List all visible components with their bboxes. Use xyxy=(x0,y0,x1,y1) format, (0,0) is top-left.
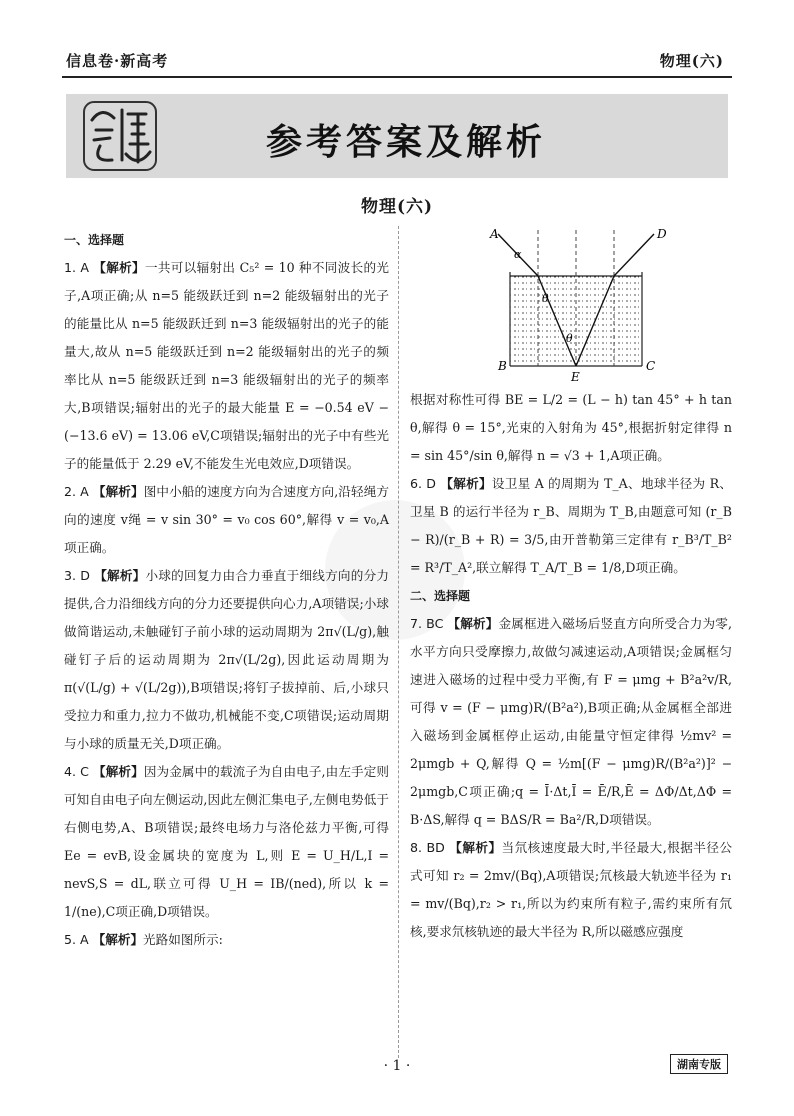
page-number: · 1 · xyxy=(383,1058,411,1074)
question-text: 当氘核速度最大时,半径最大,根据半径公式可知 r₂ = 2mv/(Bq),A项错误;氘核最大轨迹半径为 r₁ = mv/(Bq),r₂ > r₁,所以为约束所有粒子,需约束所有氘核,要求氘核轨迹的最大半径为 R,所以磁感应强度 xyxy=(410,840,732,939)
question-8 xyxy=(410,834,732,946)
question-number: 2. A xyxy=(64,484,89,499)
section-heading-1: 一、选择题 xyxy=(64,233,125,247)
analysis-tag: 【解析】 xyxy=(93,764,144,779)
label-B: B xyxy=(498,359,507,373)
question-text: 设卫星 A 的周期为 T_A、地球半径为 R、卫星 B 的运行半径为 r_B、周期为 T_B,由题意可知 (r_B − R)/(r_B + R) = 3/5,由开普勒第三定律有 r_B³/T_B² = R³/T_A²,联立解得 T_A/T_B = 1/8,D项正确。 xyxy=(410,476,733,575)
column-divider xyxy=(398,226,399,1058)
question-text: 图中小船的速度方向为合速度方向,沿轻绳方向的速度 v绳 = v sin 30° = v₀ cos 60°,解得 v = v₀,A项正确。 xyxy=(64,484,390,555)
header-right-title: 物理(六) xyxy=(659,52,724,70)
question-5-continued: 根据对称性可得 BE = L/2 = (L − h) tan 45° + h tan θ,解得 θ = 15°,光束的入射角为 45°,根据折射定律得 n = sin 45°/sin θ,解得 n = √3 + 1,A项正确。 xyxy=(410,392,732,463)
question-number: 3. D xyxy=(64,568,90,583)
question-text: 光路如图所示: xyxy=(143,932,223,947)
analysis-tag: 【解析】 xyxy=(440,476,492,491)
analysis-tag: 【解析】 xyxy=(92,932,144,947)
label-A: A xyxy=(490,227,499,241)
analysis-tag: 【解析】 xyxy=(94,568,146,583)
page-subtitle: 物理(六) xyxy=(360,197,434,217)
label-C: C xyxy=(646,359,656,373)
question-1 xyxy=(64,254,389,478)
analysis-tag: 【解析】 xyxy=(449,840,502,855)
question-number: 4. C xyxy=(64,764,89,779)
header-left-title: 信息卷·新高考 xyxy=(66,52,169,70)
right-column xyxy=(410,226,732,946)
question-5 xyxy=(64,926,389,954)
question-3 xyxy=(64,562,389,758)
label-theta-1: θ xyxy=(542,292,549,305)
question-number: 1. A xyxy=(64,260,89,275)
question-2 xyxy=(64,478,389,562)
label-alpha: α xyxy=(514,248,522,261)
label-theta-2: θ xyxy=(566,332,573,345)
emergent-ray xyxy=(614,234,654,276)
question-text: 因为金属中的载流子为自由电子,由左手定则可知自由电子向左侧运动,因此左侧汇集电子,左侧电势低于右侧电势,A、B项错误;最终电场力与洛伦兹力平衡,可得 Ee = evB,设金属块的宽度为 L,则 E = U_H/L,I = nevS,S = dL,联立可得 U_H = IB/(ned),所以 k = 1/(ne),C项正确,D项错误。 xyxy=(64,764,389,919)
banner-title: 参考答案及解析 xyxy=(266,122,547,163)
analysis-tag: 【解析】 xyxy=(447,616,499,631)
left-column xyxy=(64,226,389,954)
title-banner xyxy=(66,94,728,178)
question-text: 小球的回复力由合力垂直于细线方向的分力提供,合力沿细线方向的分力还要提供向心力,A项错误;小球做简谐运动,未触碰钉子前小球的运动周期为 2π√(L/g),触碰钉子后的运动周期为 2π√(L/2g),因此运动周期为 π(√(L/g) + √(L/2g)),B项错误;将钉子拔掉前、后,小球只受拉力和重力,拉力不做功,机械能不变,C项错误;运动周期与小球的质量无关,D项正确。 xyxy=(64,568,390,751)
question-text: 金属框进入磁场后竖直方向所受合力为零,水平方向只受摩擦力,故做匀减速运动,A项错误;金属框匀速进入磁场的过程中受力平衡,有 F = μmg + B²a²v/R,可得 v = (F − μmg)R/(B²a²),B项正确;从金属框全部进入磁场到金属框停止运动,由能量守恒定律得 ½mv² = 2μmgb + Q,解得 Q = ½m[(F − μmg)R/(B²a²)]² − 2μmgb,C项正确;q = Ī·Δt,Ī = Ē/R,Ē = ΔΦ/Δt,ΔΦ = B·ΔS,解得 q = BΔS/R = Ba²/R,D项错误。 xyxy=(410,616,732,827)
label-D: D xyxy=(657,227,667,241)
question-number: 5. A xyxy=(64,932,89,947)
optics-diagram xyxy=(410,226,732,386)
light-path-diagram xyxy=(410,226,732,386)
section-heading-2: 二、选择题 xyxy=(410,589,471,603)
question-6 xyxy=(410,470,732,582)
analysis-tag: 【解析】 xyxy=(92,484,144,499)
edition-badge: 湖南专版 xyxy=(670,1054,728,1074)
label-E: E xyxy=(571,370,580,384)
question-4 xyxy=(64,758,389,926)
question-number: 6. D xyxy=(410,476,437,491)
question-number: 8. BD xyxy=(410,840,445,855)
header-rule xyxy=(62,76,732,78)
question-number: 7. BC xyxy=(410,616,444,631)
question-7 xyxy=(410,610,732,834)
analysis-tag: 【解析】 xyxy=(93,260,145,275)
seal-logo-icon xyxy=(82,100,158,172)
question-text: 一共可以辐射出 C₅² = 10 种不同波长的光子,A项正确;从 n=5 能级跃迁到 n=2 能级辐射出的光子的能量比从 n=5 能级跃迁到 n=3 能级辐射出的光子的能量大,故从 n=5 能级跃迁到 n=2 能级辐射出的光子的频率比从 n=5 能级跃迁到 n=3 能级辐射出的光子的频率大,B项错误;辐射出的光子的最大能量 E = −0.54 eV − (−13.6 eV) = 13.06 eV,C项错误;辐射出的光子中有些光子的能量低于 2.29 eV,不能发生光电效应,D项错误。 xyxy=(64,260,389,471)
